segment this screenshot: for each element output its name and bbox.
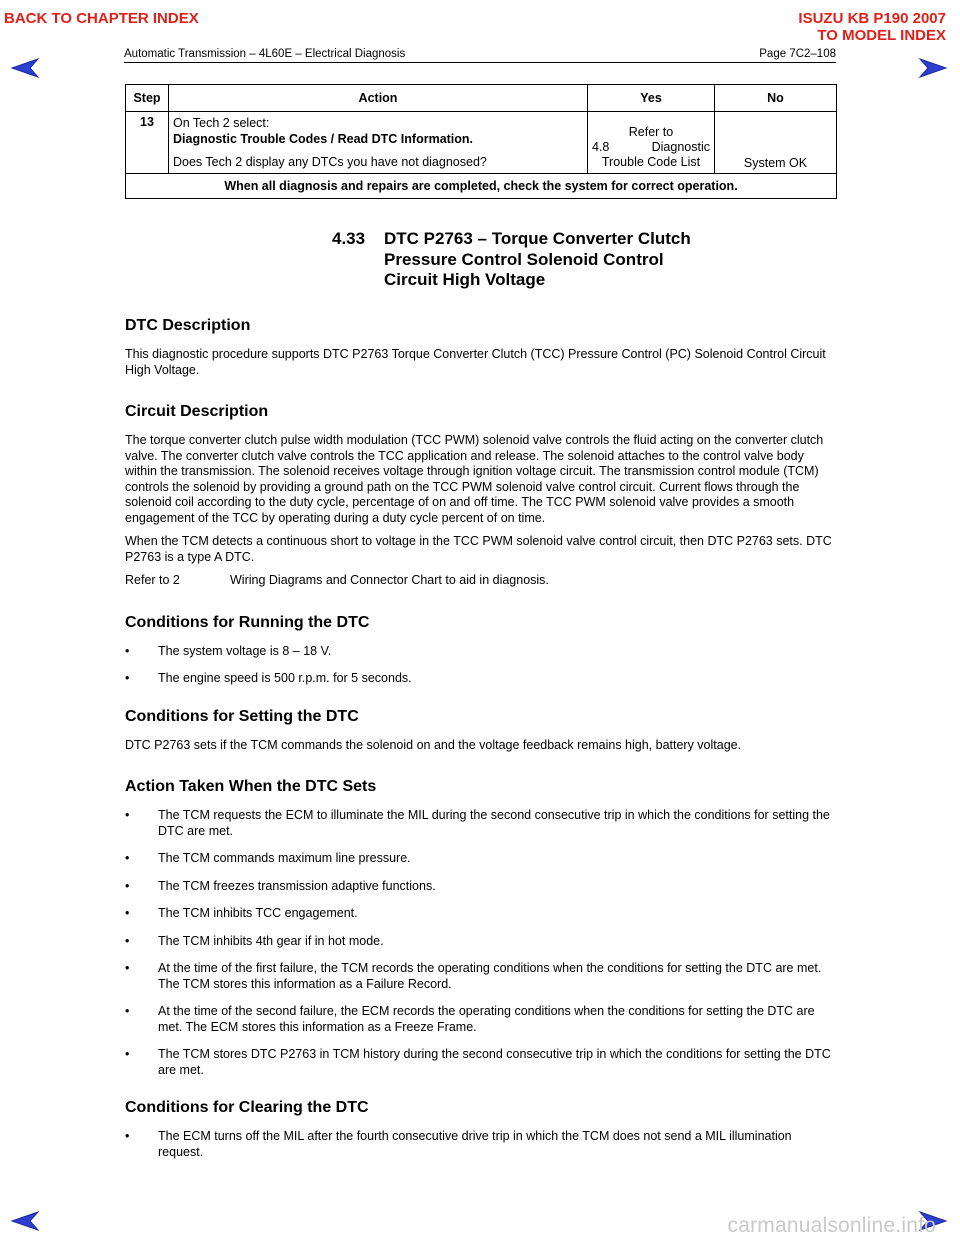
list-item xyxy=(125,906,837,922)
list-item-text: At the time of the second failure, the ECM records the operating conditions when the conditions for setting the DTC are met. The ECM stores this information as a Freeze Frame. xyxy=(158,1004,815,1034)
heading-circuit-description: Circuit Description xyxy=(125,403,269,420)
bullet-icon: • xyxy=(125,851,130,865)
step-yes xyxy=(588,112,715,174)
watermark: carmanualsonline.info xyxy=(727,1214,936,1237)
list-item xyxy=(125,808,837,839)
table-header-row xyxy=(126,85,837,112)
page-number: Page 7C2–108 xyxy=(759,48,836,60)
header-yes: Yes xyxy=(588,85,715,112)
to-model-index-label: TO MODEL INDEX xyxy=(817,27,946,44)
model-index-link[interactable] xyxy=(798,10,946,44)
list-item-text: The TCM stores DTC P2763 in TCM history during the second consecutive trip in which the conditions for setting the DTC are met. xyxy=(158,1047,831,1077)
back-to-chapter-index-link[interactable]: BACK TO CHAPTER INDEX xyxy=(4,10,199,27)
list-item-text: At the time of the first failure, the TCM records the operating conditions when the conditions for setting the DTC are met. The TCM stores this information as a Failure Record. xyxy=(158,961,822,991)
heading-dtc-description: DTC Description xyxy=(125,317,251,334)
circuit-description-paragraph: When the TCM detects a continuous short to voltage in the TCC PWM solenoid valve control circuit, then DTC P2763 sets. DTC P2763 is a type A DTC. xyxy=(125,534,832,564)
list-item xyxy=(125,961,837,992)
previous-page-arrow-bottom-icon[interactable] xyxy=(10,1210,40,1232)
previous-page-arrow-icon[interactable] xyxy=(10,57,40,79)
circuit-description-paragraph: The torque converter clutch pulse width modulation (TCC PWM) solenoid valve controls the fluid acting on the converter clutch valve. The converter clutch valve controls the TCC application and release. The solenoid attaches to the control valve body within the transmission. The solenoid receives voltage through ignition voltage circuit. The transmission control module (TCM) controls the solenoid by providing a ground path on the TCC PWM solenoid valve control circuit. Current flows through the solenoid coil according to the duty cycle, percentage of on and off time. The TCC PWM solenoid valve provides a smooth engagement of the TCC by operating during a duty cycle percent of on time. xyxy=(125,433,824,525)
reference-text: Wiring Diagrams and Connector Chart to aid in diagnosis. xyxy=(230,573,549,587)
heading-conditions-running: Conditions for Running the DTC xyxy=(125,613,370,631)
yes-refer: Refer to xyxy=(628,125,674,139)
list-item xyxy=(125,1047,837,1078)
bullet-icon: • xyxy=(125,878,130,893)
step-action xyxy=(169,112,588,174)
conditions-clearing-list xyxy=(125,1129,837,1160)
bullet-icon: • xyxy=(125,1004,130,1018)
step-no: System OK xyxy=(715,112,837,174)
action-question: Does Tech 2 display any DTCs you have not diagnosed? xyxy=(173,155,487,169)
model-title: ISUZU KB P190 2007 xyxy=(798,10,946,27)
document-body xyxy=(125,316,837,1172)
yes-section-word[interactable]: Diagnostic xyxy=(651,140,710,154)
heading-conditions-clearing: Conditions for Clearing the DTC xyxy=(125,1099,369,1116)
bullet-icon: • xyxy=(125,1047,130,1061)
list-item-text: The TCM inhibits 4th gear if in hot mode. xyxy=(158,933,384,948)
section-title-line: Pressure Control Solenoid Control xyxy=(384,249,664,269)
list-item xyxy=(125,851,837,867)
yes-section-number[interactable]: 4.8 xyxy=(592,140,610,154)
header-no: No xyxy=(715,85,837,112)
list-item xyxy=(125,1129,837,1160)
bullet-icon: • xyxy=(125,1129,130,1143)
table-final-row xyxy=(126,174,837,199)
list-item xyxy=(125,879,837,895)
section-title-line: DTC P2763 – Torque Converter Clutch xyxy=(384,229,691,248)
wiring-reference xyxy=(125,573,837,589)
section-title-line: Circuit High Voltage xyxy=(384,270,546,289)
list-item-text: The engine speed is 500 r.p.m. for 5 seconds. xyxy=(158,671,412,685)
bullet-icon: • xyxy=(125,906,130,920)
bullet-icon: • xyxy=(125,961,130,975)
next-page-arrow-icon[interactable] xyxy=(918,57,948,79)
section-number: 4.33 xyxy=(332,229,366,248)
list-item-text: The TCM requests the ECM to illuminate the MIL during the second consecutive trip in which the conditions for setting the DTC are met. xyxy=(158,808,830,838)
header-divider xyxy=(124,62,836,63)
final-check-note: When all diagnosis and repairs are completed, check the system for correct operation. xyxy=(126,174,837,199)
header-step: Step xyxy=(126,85,169,112)
heading-action-taken: Action Taken When the DTC Sets xyxy=(125,778,377,795)
heading-conditions-setting: Conditions for Setting the DTC xyxy=(125,707,359,725)
list-item xyxy=(125,1004,837,1035)
list-item-text: The TCM freezes transmission adaptive functions. xyxy=(158,878,436,893)
bullet-icon: • xyxy=(125,933,130,948)
conditions-running-list xyxy=(125,644,837,687)
list-item xyxy=(125,934,837,950)
action-menu-path: Diagnostic Trouble Codes / Read DTC Information. xyxy=(173,132,474,146)
list-item-text: The TCM inhibits TCC engagement. xyxy=(158,906,358,920)
bullet-icon: • xyxy=(125,671,130,685)
bullet-icon: • xyxy=(125,643,130,658)
bullet-icon: • xyxy=(125,808,130,822)
list-item-text: The system voltage is 8 – 18 V. xyxy=(158,643,332,658)
reference-section-link[interactable]: Refer to 2 xyxy=(125,573,180,587)
diagnostic-step-table xyxy=(125,84,837,199)
action-line: On Tech 2 select: xyxy=(173,116,270,130)
header-action: Action xyxy=(169,85,588,112)
dtc-description-text: This diagnostic procedure supports DTC P2763 Torque Converter Clutch (TCC) Pressure Control (PC) Solenoid Control Circuit High Voltage. xyxy=(125,347,826,377)
section-title xyxy=(332,229,691,291)
document-header-title: Automatic Transmission – 4L60E – Electrical Diagnosis xyxy=(124,48,406,60)
table-row xyxy=(126,112,837,174)
conditions-setting-text: DTC P2763 sets if the TCM commands the solenoid on and the voltage feedback remains high, battery voltage. xyxy=(125,737,742,752)
action-taken-list xyxy=(125,808,837,1078)
list-item xyxy=(125,671,837,687)
list-item xyxy=(125,644,837,660)
step-number: 13 xyxy=(126,112,169,174)
yes-section-name[interactable]: Trouble Code List xyxy=(601,155,701,169)
list-item-text: The TCM commands maximum line pressure. xyxy=(158,851,411,865)
list-item-text: The ECM turns off the MIL after the fourth consecutive drive trip in which the TCM does not send a MIL illumination request. xyxy=(158,1129,792,1159)
